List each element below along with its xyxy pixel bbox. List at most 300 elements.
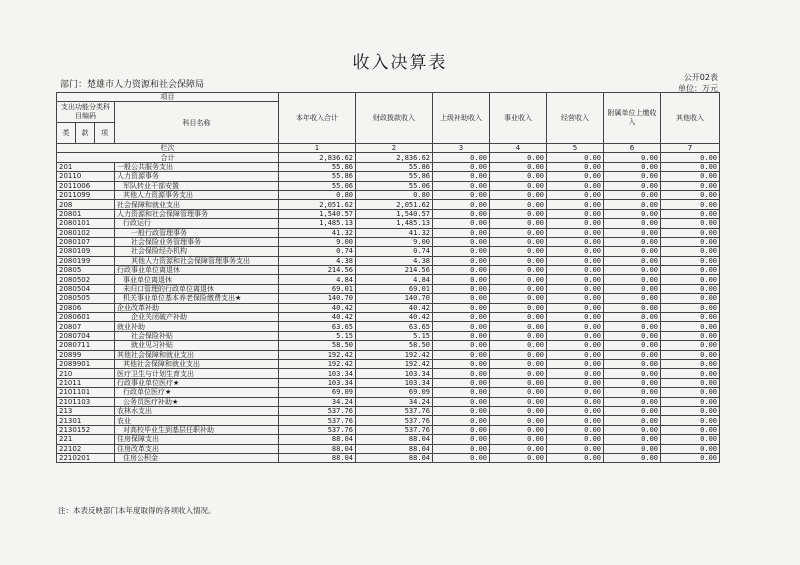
total-row bbox=[57, 153, 720, 162]
amount-cell: 0.00 bbox=[433, 331, 490, 340]
subject-name: 一般公共服务支出 bbox=[115, 162, 279, 171]
subject-name: 一般行政管理事务 bbox=[115, 228, 279, 237]
amount-cell: 0.00 bbox=[604, 303, 661, 312]
amount-cell: 0.00 bbox=[547, 256, 604, 265]
amount-cell: 0.00 bbox=[490, 331, 547, 340]
amount-cell: 0.00 bbox=[547, 341, 604, 350]
amount-cell: 0.00 bbox=[661, 444, 720, 453]
subject-code: 2080502 bbox=[57, 275, 115, 284]
amount-cell: 0.00 bbox=[604, 313, 661, 322]
amount-cell: 0.00 bbox=[604, 350, 661, 359]
amount-cell: 140.70 bbox=[279, 294, 356, 303]
amount-cell: 0.00 bbox=[490, 284, 547, 293]
table-row bbox=[57, 388, 720, 397]
amount-cell: 0.00 bbox=[604, 172, 661, 181]
table-row bbox=[57, 303, 720, 312]
table-row bbox=[57, 247, 720, 256]
table-row bbox=[57, 228, 720, 237]
subject-code: 20110 bbox=[57, 172, 115, 181]
amount-cell: 0.00 bbox=[547, 416, 604, 425]
amount-cell: 1,485.13 bbox=[279, 219, 356, 228]
amount-cell: 0.00 bbox=[490, 416, 547, 425]
table-row bbox=[57, 219, 720, 228]
amount-cell: 0.00 bbox=[604, 256, 661, 265]
table-row bbox=[57, 322, 720, 331]
amount-cell: 0.00 bbox=[604, 444, 661, 453]
amount-cell: 0.00 bbox=[661, 181, 720, 190]
amount-cell: 0.00 bbox=[661, 275, 720, 284]
subject-name: 行政运行 bbox=[115, 219, 279, 228]
amount-cell: 0.00 bbox=[433, 388, 490, 397]
amount-cell: 88.04 bbox=[279, 435, 356, 444]
amount-cell: 214.56 bbox=[356, 266, 433, 275]
col-header-3: 上级补助收入 bbox=[433, 93, 490, 144]
amount-cell: 0.00 bbox=[661, 397, 720, 406]
amount-cell: 55.86 bbox=[279, 162, 356, 171]
amount-cell: 214.56 bbox=[279, 266, 356, 275]
amount-cell: 0.00 bbox=[433, 256, 490, 265]
unit-label: 单位：万元 bbox=[678, 84, 718, 93]
subject-code: 208 bbox=[57, 200, 115, 209]
amount-cell: 0.00 bbox=[661, 435, 720, 444]
subject-code: 20899 bbox=[57, 350, 115, 359]
subject-code: 21011 bbox=[57, 378, 115, 387]
amount-cell: 0.00 bbox=[547, 425, 604, 434]
amount-cell: 0.00 bbox=[547, 406, 604, 415]
amount-cell: 40.42 bbox=[356, 303, 433, 312]
subject-name: 其他社会保障和就业支出 bbox=[115, 359, 279, 368]
amount-cell: 0.00 bbox=[490, 294, 547, 303]
subject-code: 2080101 bbox=[57, 219, 115, 228]
amount-cell: 0.00 bbox=[433, 247, 490, 256]
subject-name: 农林水支出 bbox=[115, 406, 279, 415]
subject-code: 2080102 bbox=[57, 228, 115, 237]
amount-cell: 0.00 bbox=[433, 322, 490, 331]
amount-cell: 0.00 bbox=[490, 378, 547, 387]
amount-cell: 0.00 bbox=[547, 313, 604, 322]
footnote: 注：本表反映部门本年度取得的各项收入情况。 bbox=[58, 506, 216, 515]
amount-cell: 0.00 bbox=[490, 406, 547, 415]
amount-cell: 0.00 bbox=[433, 209, 490, 218]
table-row bbox=[57, 369, 720, 378]
amount-cell: 0.00 bbox=[433, 303, 490, 312]
amount-cell: 0.00 bbox=[661, 294, 720, 303]
amount-cell: 0.00 bbox=[661, 453, 720, 462]
amount-cell: 63.65 bbox=[279, 322, 356, 331]
item-header: 项 bbox=[95, 123, 115, 144]
subject-name: 行政单位医疗★ bbox=[115, 388, 279, 397]
amount-cell: 192.42 bbox=[279, 350, 356, 359]
amount-cell: 69.09 bbox=[356, 388, 433, 397]
amount-cell: 0.00 bbox=[433, 200, 490, 209]
amount-cell: 0.00 bbox=[547, 388, 604, 397]
amount-cell: 0.00 bbox=[661, 416, 720, 425]
subject-name: 住房保障支出 bbox=[115, 435, 279, 444]
subject-name: 其他社会保障和就业支出 bbox=[115, 350, 279, 359]
amount-cell: 0.00 bbox=[490, 275, 547, 284]
amount-cell: 0.00 bbox=[604, 406, 661, 415]
table-row bbox=[57, 416, 720, 425]
amount-cell: 0.00 bbox=[604, 435, 661, 444]
subject-code: 2011099 bbox=[57, 190, 115, 199]
amount-cell: 40.42 bbox=[356, 313, 433, 322]
amount-cell: 0.00 bbox=[547, 444, 604, 453]
section-header: 款 bbox=[76, 123, 95, 144]
func-class-header: 支出功能分类科目编码 bbox=[57, 102, 115, 123]
amount-cell: 0.00 bbox=[604, 331, 661, 340]
amount-cell: 0.00 bbox=[661, 190, 720, 199]
amount-cell: 0.00 bbox=[433, 219, 490, 228]
amount-cell: 0.00 bbox=[433, 190, 490, 199]
subject-name: 农业 bbox=[115, 416, 279, 425]
subject-name: 住房公积金 bbox=[115, 453, 279, 462]
amount-cell: 0.00 bbox=[547, 435, 604, 444]
amount-cell: 0.00 bbox=[661, 388, 720, 397]
amount-cell: 140.70 bbox=[356, 294, 433, 303]
amount-cell: 2,051.62 bbox=[356, 200, 433, 209]
amount-cell: 4.84 bbox=[279, 275, 356, 284]
table-row bbox=[57, 162, 720, 171]
amount-cell: 55.06 bbox=[356, 181, 433, 190]
subject-code: 210 bbox=[57, 369, 115, 378]
amount-cell: 0.00 bbox=[433, 359, 490, 368]
amount-cell: 0.00 bbox=[661, 425, 720, 434]
amount-cell: 88.04 bbox=[279, 453, 356, 462]
subject-name: 行政事业单位医疗★ bbox=[115, 378, 279, 387]
table-row bbox=[57, 209, 720, 218]
page-title: 收入决算表 bbox=[352, 53, 448, 73]
amount-cell: 58.50 bbox=[356, 341, 433, 350]
amount-cell: 0.00 bbox=[547, 190, 604, 199]
amount-cell: 0.00 bbox=[547, 200, 604, 209]
subject-name: 就业见习补贴 bbox=[115, 341, 279, 350]
amount-cell: 0.00 bbox=[433, 266, 490, 275]
subject-name: 就业补助 bbox=[115, 322, 279, 331]
amount-cell: 34.24 bbox=[356, 397, 433, 406]
subject-name: 企业关闭破产补助 bbox=[115, 313, 279, 322]
subject-name: 社会保险业务管理事务 bbox=[115, 237, 279, 246]
amount-cell: 55.86 bbox=[356, 172, 433, 181]
amount-cell: 88.04 bbox=[279, 444, 356, 453]
amount-cell: 0.00 bbox=[490, 237, 547, 246]
table-row bbox=[57, 435, 720, 444]
amount-cell: 0.00 bbox=[661, 228, 720, 237]
amount-cell: 0.00 bbox=[661, 313, 720, 322]
amount-cell: 0.00 bbox=[661, 162, 720, 171]
subject-code: 2080109 bbox=[57, 247, 115, 256]
income-table bbox=[56, 92, 720, 463]
amount-cell: 0.00 bbox=[433, 275, 490, 284]
subject-code: 2089901 bbox=[57, 359, 115, 368]
amount-cell: 0.00 bbox=[661, 369, 720, 378]
amount-cell: 537.76 bbox=[356, 425, 433, 434]
amount-cell: 0.00 bbox=[433, 369, 490, 378]
amount-cell: 0.00 bbox=[661, 284, 720, 293]
amount-cell: 0.00 bbox=[661, 247, 720, 256]
amount-cell: 63.65 bbox=[356, 322, 433, 331]
amount-cell: 0.00 bbox=[490, 209, 547, 218]
col-header-7: 其他收入 bbox=[661, 93, 720, 144]
amount-cell: 0.00 bbox=[661, 172, 720, 181]
subject-name-header: 科目名称 bbox=[115, 102, 279, 144]
amount-cell: 0.00 bbox=[604, 378, 661, 387]
amount-cell: 0.00 bbox=[547, 275, 604, 284]
amount-cell: 0.00 bbox=[604, 284, 661, 293]
subject-name: 住房改革支出 bbox=[115, 444, 279, 453]
table-row bbox=[57, 453, 720, 462]
total-value: 0.00 bbox=[547, 153, 604, 162]
amount-cell: 0.00 bbox=[490, 200, 547, 209]
amount-cell: 0.00 bbox=[604, 416, 661, 425]
subject-name: 社会保障和就业支出 bbox=[115, 200, 279, 209]
subject-name: 事业单位离退休 bbox=[115, 275, 279, 284]
total-value: 2,836.62 bbox=[279, 153, 356, 162]
table-row bbox=[57, 181, 720, 190]
amount-cell: 0.80 bbox=[356, 190, 433, 199]
amount-cell: 0.00 bbox=[547, 209, 604, 218]
amount-cell: 0.00 bbox=[604, 266, 661, 275]
subject-code: 2080601 bbox=[57, 313, 115, 322]
subject-name: 企业改革补助 bbox=[115, 303, 279, 312]
seq-number: 4 bbox=[490, 144, 547, 153]
amount-cell: 0.00 bbox=[547, 219, 604, 228]
amount-cell: 0.00 bbox=[661, 378, 720, 387]
amount-cell: 0.00 bbox=[433, 435, 490, 444]
amount-cell: 192.42 bbox=[356, 350, 433, 359]
amount-cell: 0.00 bbox=[490, 453, 547, 462]
subject-code: 20801 bbox=[57, 209, 115, 218]
amount-cell: 0.00 bbox=[490, 181, 547, 190]
amount-cell: 0.00 bbox=[433, 397, 490, 406]
subject-name: 机关事业单位基本养老保险缴费支出★ bbox=[115, 294, 279, 303]
amount-cell: 0.00 bbox=[547, 378, 604, 387]
amount-cell: 0.00 bbox=[604, 397, 661, 406]
amount-cell: 0.00 bbox=[490, 388, 547, 397]
amount-cell: 0.00 bbox=[433, 406, 490, 415]
table-row bbox=[57, 425, 720, 434]
form-number: 公开02表 bbox=[683, 73, 718, 82]
table-row bbox=[57, 172, 720, 181]
table-row bbox=[57, 275, 720, 284]
subject-code: 2080505 bbox=[57, 294, 115, 303]
amount-cell: 0.00 bbox=[547, 181, 604, 190]
amount-cell: 0.00 bbox=[661, 331, 720, 340]
amount-cell: 0.00 bbox=[661, 406, 720, 415]
amount-cell: 0.00 bbox=[433, 416, 490, 425]
amount-cell: 0.00 bbox=[661, 219, 720, 228]
subject-code: 2080504 bbox=[57, 284, 115, 293]
amount-cell: 0.00 bbox=[661, 350, 720, 359]
amount-cell: 537.76 bbox=[356, 416, 433, 425]
table-row bbox=[57, 313, 720, 322]
amount-cell: 0.00 bbox=[604, 190, 661, 199]
amount-cell: 103.34 bbox=[279, 369, 356, 378]
amount-cell: 103.34 bbox=[279, 378, 356, 387]
total-value: 0.00 bbox=[433, 153, 490, 162]
amount-cell: 537.76 bbox=[279, 425, 356, 434]
subject-code: 2101103 bbox=[57, 397, 115, 406]
amount-cell: 0.00 bbox=[547, 284, 604, 293]
amount-cell: 103.34 bbox=[356, 369, 433, 378]
amount-cell: 0.00 bbox=[661, 359, 720, 368]
amount-cell: 5.15 bbox=[279, 331, 356, 340]
subject-name: 其他人力资源事务支出 bbox=[115, 190, 279, 199]
total-value: 0.00 bbox=[661, 153, 720, 162]
amount-cell: 55.06 bbox=[279, 181, 356, 190]
seq-number: 5 bbox=[547, 144, 604, 153]
subject-code: 2130152 bbox=[57, 425, 115, 434]
subject-code: 2080107 bbox=[57, 237, 115, 246]
amount-cell: 88.04 bbox=[356, 453, 433, 462]
col-header-4: 事业收入 bbox=[490, 93, 547, 144]
table-row bbox=[57, 397, 720, 406]
amount-cell: 0.00 bbox=[490, 162, 547, 171]
amount-cell: 192.42 bbox=[279, 359, 356, 368]
amount-cell: 0.00 bbox=[604, 388, 661, 397]
amount-cell: 0.00 bbox=[490, 228, 547, 237]
amount-cell: 0.00 bbox=[547, 331, 604, 340]
subject-code: 2210201 bbox=[57, 453, 115, 462]
amount-cell: 0.00 bbox=[490, 425, 547, 434]
total-value: 0.00 bbox=[604, 153, 661, 162]
table-row bbox=[57, 294, 720, 303]
table-row bbox=[57, 284, 720, 293]
subject-name: 军队转业干部安置 bbox=[115, 181, 279, 190]
amount-cell: 1,485.13 bbox=[356, 219, 433, 228]
amount-cell: 0.00 bbox=[604, 322, 661, 331]
amount-cell: 0.00 bbox=[490, 256, 547, 265]
amount-cell: 0.00 bbox=[433, 350, 490, 359]
total-value: 2,836.62 bbox=[356, 153, 433, 162]
amount-cell: 40.42 bbox=[279, 303, 356, 312]
amount-cell: 0.00 bbox=[547, 247, 604, 256]
amount-cell: 0.00 bbox=[433, 294, 490, 303]
amount-cell: 537.76 bbox=[356, 406, 433, 415]
table-row bbox=[57, 190, 720, 199]
table-row bbox=[57, 237, 720, 246]
amount-cell: 4.84 bbox=[356, 275, 433, 284]
amount-cell: 55.86 bbox=[279, 172, 356, 181]
amount-cell: 55.86 bbox=[356, 162, 433, 171]
subject-code: 221 bbox=[57, 435, 115, 444]
amount-cell: 0.00 bbox=[604, 181, 661, 190]
table-row bbox=[57, 350, 720, 359]
amount-cell: 0.00 bbox=[604, 219, 661, 228]
subject-name: 社会保险补贴 bbox=[115, 331, 279, 340]
amount-cell: 88.04 bbox=[356, 435, 433, 444]
amount-cell: 0.74 bbox=[279, 247, 356, 256]
amount-cell: 0.00 bbox=[490, 322, 547, 331]
table-row bbox=[57, 406, 720, 415]
table-row bbox=[57, 359, 720, 368]
amount-cell: 0.00 bbox=[661, 266, 720, 275]
amount-cell: 0.00 bbox=[604, 369, 661, 378]
subject-code: 2080704 bbox=[57, 331, 115, 340]
amount-cell: 0.74 bbox=[356, 247, 433, 256]
amount-cell: 0.00 bbox=[661, 256, 720, 265]
amount-cell: 0.00 bbox=[604, 228, 661, 237]
amount-cell: 0.00 bbox=[661, 341, 720, 350]
amount-cell: 1,540.57 bbox=[356, 209, 433, 218]
amount-cell: 34.24 bbox=[279, 397, 356, 406]
subject-name: 未归口管理的行政单位离退休 bbox=[115, 284, 279, 293]
amount-cell: 0.00 bbox=[490, 219, 547, 228]
subject-code: 2080199 bbox=[57, 256, 115, 265]
amount-cell: 0.00 bbox=[604, 425, 661, 434]
amount-cell: 0.00 bbox=[433, 341, 490, 350]
amount-cell: 0.00 bbox=[604, 247, 661, 256]
subject-code: 2011006 bbox=[57, 181, 115, 190]
amount-cell: 537.76 bbox=[279, 416, 356, 425]
seq-number: 1 bbox=[279, 144, 356, 153]
amount-cell: 0.00 bbox=[547, 162, 604, 171]
amount-cell: 0.00 bbox=[433, 313, 490, 322]
amount-cell: 0.00 bbox=[661, 303, 720, 312]
amount-cell: 0.00 bbox=[490, 444, 547, 453]
table-row bbox=[57, 256, 720, 265]
amount-cell: 0.00 bbox=[433, 284, 490, 293]
total-value: 0.00 bbox=[490, 153, 547, 162]
seq-label: 栏次 bbox=[57, 144, 279, 153]
amount-cell: 9.00 bbox=[279, 237, 356, 246]
amount-cell: 0.00 bbox=[433, 378, 490, 387]
amount-cell: 0.00 bbox=[433, 444, 490, 453]
seq-number: 6 bbox=[604, 144, 661, 153]
amount-cell: 0.00 bbox=[433, 228, 490, 237]
amount-cell: 0.00 bbox=[490, 266, 547, 275]
amount-cell: 4.38 bbox=[356, 256, 433, 265]
col-header-2: 财政拨款收入 bbox=[356, 93, 433, 144]
amount-cell: 2,051.62 bbox=[279, 200, 356, 209]
col-header-5: 经营收入 bbox=[547, 93, 604, 144]
amount-cell: 0.00 bbox=[547, 369, 604, 378]
amount-cell: 0.00 bbox=[604, 453, 661, 462]
amount-cell: 0.00 bbox=[490, 359, 547, 368]
subject-code: 22102 bbox=[57, 444, 115, 453]
kind-header: 类 bbox=[57, 123, 76, 144]
amount-cell: 0.00 bbox=[604, 359, 661, 368]
amount-cell: 0.80 bbox=[279, 190, 356, 199]
amount-cell: 0.00 bbox=[604, 162, 661, 171]
col-header-6: 附属单位上缴收入 bbox=[604, 93, 661, 144]
subject-code: 21301 bbox=[57, 416, 115, 425]
amount-cell: 0.00 bbox=[490, 397, 547, 406]
amount-cell: 0.00 bbox=[490, 369, 547, 378]
table-row bbox=[57, 341, 720, 350]
amount-cell: 0.00 bbox=[547, 228, 604, 237]
subject-name: 行政事业单位离退休 bbox=[115, 266, 279, 275]
subject-name: 人力资源事务 bbox=[115, 172, 279, 181]
amount-cell: 0.00 bbox=[547, 172, 604, 181]
amount-cell: 69.09 bbox=[279, 388, 356, 397]
amount-cell: 0.00 bbox=[661, 209, 720, 218]
subject-code: 2101101 bbox=[57, 388, 115, 397]
amount-cell: 103.34 bbox=[356, 378, 433, 387]
subject-name: 其他人力资源和社会保障管理事务支出 bbox=[115, 256, 279, 265]
seq-number: 7 bbox=[661, 144, 720, 153]
amount-cell: 0.00 bbox=[604, 200, 661, 209]
amount-cell: 41.32 bbox=[356, 228, 433, 237]
subject-code: 2080711 bbox=[57, 341, 115, 350]
amount-cell: 5.15 bbox=[356, 331, 433, 340]
subject-name: 社会保险经办机构 bbox=[115, 247, 279, 256]
table-row bbox=[57, 200, 720, 209]
amount-cell: 69.01 bbox=[356, 284, 433, 293]
amount-cell: 0.00 bbox=[604, 341, 661, 350]
amount-cell: 0.00 bbox=[547, 350, 604, 359]
amount-cell: 4.38 bbox=[279, 256, 356, 265]
amount-cell: 0.00 bbox=[490, 172, 547, 181]
